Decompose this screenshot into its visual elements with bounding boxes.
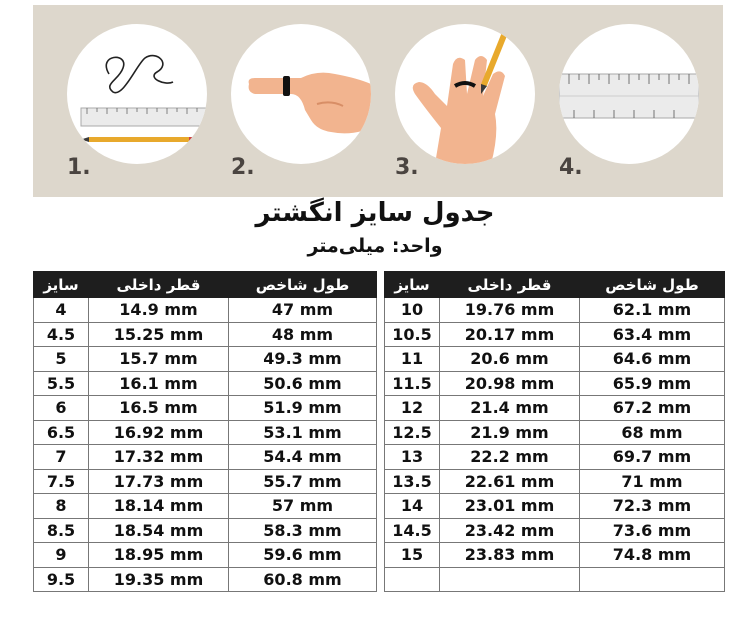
circumference-cell: 68 mm xyxy=(580,420,725,445)
size-cell xyxy=(385,567,440,592)
circumference-cell: 65.9 mm xyxy=(580,371,725,396)
circumference-cell: 63.4 mm xyxy=(580,322,725,347)
inner-diameter-cell: 20.17 mm xyxy=(440,322,580,347)
inner-diameter-cell: 22.61 mm xyxy=(440,469,580,494)
circumference-cell: 47 mm xyxy=(229,298,377,323)
circumference-cell xyxy=(580,567,725,592)
size-cell: 8.5 xyxy=(34,518,89,543)
circumference-cell: 51.9 mm xyxy=(229,396,377,421)
size-cell: 10.5 xyxy=(385,322,440,347)
size-cell: 4.5 xyxy=(34,322,89,347)
inner-diameter-cell: 17.73 mm xyxy=(89,469,229,494)
circumference-cell: 59.6 mm xyxy=(229,543,377,568)
size-cell: 7 xyxy=(34,445,89,470)
size-cell: 13.5 xyxy=(385,469,440,494)
size-cell: 9.5 xyxy=(34,567,89,592)
step-3-number: 3. xyxy=(395,155,419,180)
circumference-cell: 57 mm xyxy=(229,494,377,519)
table-row xyxy=(34,396,725,421)
column-gap xyxy=(377,518,385,543)
inner-diameter-cell xyxy=(440,567,580,592)
table-header-row xyxy=(34,272,725,298)
inner-diameter-cell: 15.25 mm xyxy=(89,322,229,347)
column-gap xyxy=(377,347,385,372)
step-2-illustration xyxy=(231,24,371,164)
table-row xyxy=(34,445,725,470)
inner-diameter-cell: 16.92 mm xyxy=(89,420,229,445)
size-cell: 8 xyxy=(34,494,89,519)
size-cell: 4 xyxy=(34,298,89,323)
circumference-cell: 67.2 mm xyxy=(580,396,725,421)
circumference-cell: 60.8 mm xyxy=(229,567,377,592)
hand-marking-icon xyxy=(395,24,535,164)
circumference-cell: 72.3 mm xyxy=(580,494,725,519)
table-row xyxy=(34,347,725,372)
column-gap xyxy=(377,494,385,519)
ruler-icon xyxy=(559,24,699,164)
circumference-cell: 74.8 mm xyxy=(580,543,725,568)
circumference-cell: 62.1 mm xyxy=(580,298,725,323)
size-cell: 5 xyxy=(34,347,89,372)
size-cell: 11 xyxy=(385,347,440,372)
inner-diameter-cell: 17.32 mm xyxy=(89,445,229,470)
circumference-cell: 48 mm xyxy=(229,322,377,347)
string-and-ruler-icon xyxy=(67,24,207,164)
size-cell: 5.5 xyxy=(34,371,89,396)
header-gap xyxy=(377,272,385,298)
circumference-cell: 69.7 mm xyxy=(580,445,725,470)
circumference-cell: 71 mm xyxy=(580,469,725,494)
inner-diameter-cell: 19.76 mm xyxy=(440,298,580,323)
table-row xyxy=(34,322,725,347)
header-size: سایز xyxy=(34,272,89,298)
column-gap xyxy=(377,298,385,323)
inner-diameter-cell: 21.9 mm xyxy=(440,420,580,445)
inner-diameter-cell: 15.7 mm xyxy=(89,347,229,372)
size-cell: 12.5 xyxy=(385,420,440,445)
page-title: جدول سایز انگشتر xyxy=(255,198,495,228)
circumference-cell: 58.3 mm xyxy=(229,518,377,543)
size-cell: 6 xyxy=(34,396,89,421)
step-1-number: 1. xyxy=(67,155,91,180)
column-gap xyxy=(377,445,385,470)
table-row xyxy=(34,298,725,323)
size-cell: 12 xyxy=(385,396,440,421)
size-cell: 14.5 xyxy=(385,518,440,543)
column-gap xyxy=(377,469,385,494)
step-4-illustration xyxy=(559,24,699,164)
instruction-panel xyxy=(33,5,723,197)
size-cell: 15 xyxy=(385,543,440,568)
size-cell: 6.5 xyxy=(34,420,89,445)
size-cell: 10 xyxy=(385,298,440,323)
size-cell: 14 xyxy=(385,494,440,519)
header-inner-diameter: قطر داخلی xyxy=(440,272,580,298)
circumference-cell: 55.7 mm xyxy=(229,469,377,494)
inner-diameter-cell: 23.42 mm xyxy=(440,518,580,543)
circumference-cell: 50.6 mm xyxy=(229,371,377,396)
inner-diameter-cell: 18.14 mm xyxy=(89,494,229,519)
inner-diameter-cell: 16.5 mm xyxy=(89,396,229,421)
inner-diameter-cell: 19.35 mm xyxy=(89,567,229,592)
circumference-cell: 64.6 mm xyxy=(580,347,725,372)
header-circumference: طول شاخص xyxy=(229,272,377,298)
inner-diameter-cell: 22.2 mm xyxy=(440,445,580,470)
finger-wrap-icon xyxy=(231,24,371,164)
table-row xyxy=(34,518,725,543)
unit-label: واحد: میلی‌متر xyxy=(307,235,443,257)
inner-diameter-cell: 18.54 mm xyxy=(89,518,229,543)
column-gap xyxy=(377,420,385,445)
size-cell: 7.5 xyxy=(34,469,89,494)
column-gap xyxy=(377,396,385,421)
step-2-number: 2. xyxy=(231,155,255,180)
circumference-cell: 73.6 mm xyxy=(580,518,725,543)
inner-diameter-cell: 14.9 mm xyxy=(89,298,229,323)
inner-diameter-cell: 21.4 mm xyxy=(440,396,580,421)
table-row xyxy=(34,469,725,494)
size-cell: 13 xyxy=(385,445,440,470)
circumference-cell: 49.3 mm xyxy=(229,347,377,372)
circumference-cell: 54.4 mm xyxy=(229,445,377,470)
circumference-cell: 53.1 mm xyxy=(229,420,377,445)
header-inner-diameter: قطر داخلی xyxy=(89,272,229,298)
inner-diameter-cell: 16.1 mm xyxy=(89,371,229,396)
inner-diameter-cell: 20.98 mm xyxy=(440,371,580,396)
step-3-illustration xyxy=(395,24,535,164)
table-row xyxy=(34,494,725,519)
column-gap xyxy=(377,371,385,396)
step-1-illustration xyxy=(67,24,207,164)
inner-diameter-cell: 23.01 mm xyxy=(440,494,580,519)
size-cell: 11.5 xyxy=(385,371,440,396)
inner-diameter-cell: 20.6 mm xyxy=(440,347,580,372)
table-row xyxy=(34,567,725,592)
column-gap xyxy=(377,322,385,347)
table-row xyxy=(34,420,725,445)
column-gap xyxy=(377,543,385,568)
inner-diameter-cell: 23.83 mm xyxy=(440,543,580,568)
step-4-number: 4. xyxy=(559,155,583,180)
column-gap xyxy=(377,567,385,592)
header-size: سایز xyxy=(385,272,440,298)
ring-size-table xyxy=(33,271,725,592)
inner-diameter-cell: 18.95 mm xyxy=(89,543,229,568)
header-circumference: طول شاخص xyxy=(580,272,725,298)
size-cell: 9 xyxy=(34,543,89,568)
table-row xyxy=(34,371,725,396)
table-row xyxy=(34,543,725,568)
